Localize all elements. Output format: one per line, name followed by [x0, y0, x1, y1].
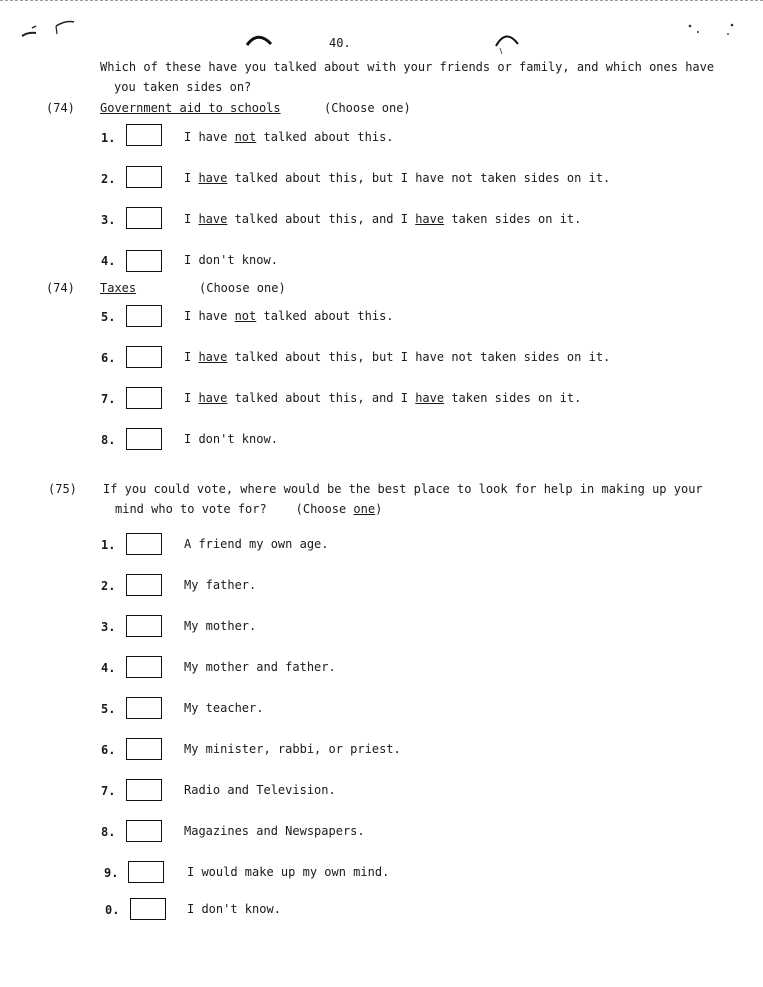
- option-number: 2.: [101, 172, 116, 186]
- checkbox-option-3[interactable]: [126, 615, 162, 637]
- checkbox-option-5[interactable]: [126, 305, 162, 327]
- option-number: 7.: [101, 392, 116, 406]
- option-label: I have talked about this, but I have not taken sides on it.: [184, 171, 611, 185]
- option-number: 8.: [101, 825, 116, 839]
- option-label: Magazines and Newspapers.: [184, 824, 365, 838]
- option-label: My mother and father.: [184, 660, 336, 674]
- page-top-border: [0, 0, 763, 1]
- option-label: My father.: [184, 578, 257, 592]
- checkbox-option-8[interactable]: [126, 428, 162, 450]
- option-number: 5.: [101, 702, 116, 716]
- option-label: I don't know.: [184, 432, 278, 446]
- binder-hole-mark-right: [492, 32, 522, 56]
- checkbox-option-9[interactable]: [128, 861, 164, 883]
- question-number-74b: (74): [46, 281, 75, 295]
- checkbox-option-7[interactable]: [126, 387, 162, 409]
- option-label: I have not talked about this.: [184, 309, 394, 323]
- option-label: My minister, rabbi, or priest.: [184, 742, 401, 756]
- checkbox-option-4[interactable]: [126, 250, 162, 272]
- intro-question-line1: Which of these have you talked about with your friends or family, and which ones have: [100, 60, 715, 74]
- page-number: 40.: [329, 36, 351, 50]
- scan-mark-right: [684, 20, 744, 40]
- checkbox-option-8[interactable]: [126, 820, 162, 842]
- option-number: 4.: [101, 254, 116, 268]
- option-label: I don't know.: [187, 902, 281, 916]
- checkbox-option-1[interactable]: [126, 124, 162, 146]
- checkbox-option-7[interactable]: [126, 779, 162, 801]
- topic-government-aid: Government aid to schools: [100, 101, 281, 115]
- question-number-75: (75): [48, 482, 77, 496]
- checkbox-option-5[interactable]: [126, 697, 162, 719]
- scan-mark-left: [18, 14, 78, 44]
- option-number: 1.: [101, 131, 116, 145]
- checkbox-option-6[interactable]: [126, 346, 162, 368]
- option-label: I have talked about this, but I have not taken sides on it.: [184, 350, 611, 364]
- option-label: I would make up my own mind.: [187, 865, 390, 879]
- option-label: I don't know.: [184, 253, 278, 267]
- intro-question-line2: you taken sides on?: [114, 80, 252, 94]
- option-number: 7.: [101, 784, 116, 798]
- option-label: My teacher.: [184, 701, 264, 715]
- option-number: 1.: [101, 538, 116, 552]
- checkbox-option-1[interactable]: [126, 533, 162, 555]
- option-number: 8.: [101, 433, 116, 447]
- binder-hole-mark-left: [244, 32, 274, 48]
- option-number: 6.: [101, 351, 116, 365]
- option-label: I have talked about this, and I have taken sides on it.: [184, 212, 582, 226]
- option-number: 3.: [101, 213, 116, 227]
- checkbox-option-2[interactable]: [126, 574, 162, 596]
- checkbox-option-6[interactable]: [126, 738, 162, 760]
- option-number: 3.: [101, 620, 116, 634]
- question-number-74a: (74): [46, 101, 75, 115]
- checkbox-option-3[interactable]: [126, 207, 162, 229]
- option-label: I have not talked about this.: [184, 130, 394, 144]
- option-label: A friend my own age.: [184, 537, 329, 551]
- option-number: 5.: [101, 310, 116, 324]
- option-label: Radio and Television.: [184, 783, 336, 797]
- choose-one-instruction: (Choose one): [199, 281, 286, 295]
- topic-taxes: Taxes: [100, 281, 137, 295]
- checkbox-option-4[interactable]: [126, 656, 162, 678]
- option-number: 6.: [101, 743, 116, 757]
- option-number: 4.: [101, 661, 116, 675]
- option-label: My mother.: [184, 619, 257, 633]
- option-label: I have talked about this, and I have taken sides on it.: [184, 391, 582, 405]
- option-number: 2.: [101, 579, 116, 593]
- option-number: 0.: [105, 903, 120, 917]
- option-number: 9.: [104, 866, 119, 880]
- checkbox-option-0[interactable]: [130, 898, 166, 920]
- question-75-line1: If you could vote, where would be the best place to look for help in making up your: [103, 482, 703, 496]
- choose-one-instruction: (Choose one): [324, 101, 411, 115]
- checkbox-option-2[interactable]: [126, 166, 162, 188]
- question-75-line2: mind who to vote for? (Choose one): [115, 502, 383, 516]
